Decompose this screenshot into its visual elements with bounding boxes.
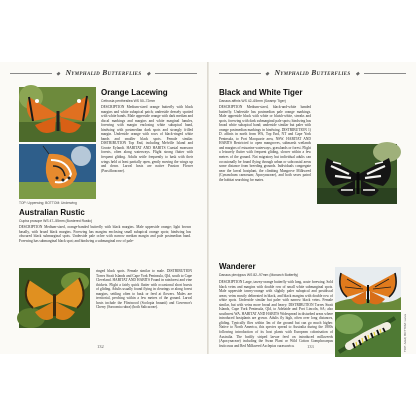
book-spread	[0, 62, 416, 354]
species-scientific-wanderer: Danaus plexippus WS 82–97mm (Monarch Butterfly)	[219, 273, 299, 277]
left-page	[0, 62, 207, 354]
left-page-header	[10, 68, 197, 78]
diamond-ornament-icon: ◆	[146, 72, 151, 77]
photo-wanderer-larva	[335, 312, 401, 357]
species-scientific-black-white-tiger: Danaus affinis WS 42–65mm (Swamp Tiger)	[219, 99, 286, 103]
species-title-wanderer: Wanderer	[219, 262, 256, 271]
header-rule-left	[10, 73, 52, 74]
species-description-australian-rustic: DESCRIPTION Medium-sized, orange-banded butterfly with black margins. Male upperside orange; light brown basally, with broad black margins. Forewing has margins enclosing small subapical orange spots; hindwing has obscured black submarginal spots. Underside pale ochre with narrow median margin and pale postmedian band. Forewing has submarginal black spot; and hindwing a submarginal row of pale-	[19, 225, 191, 243]
header-rule-left	[219, 73, 261, 74]
photo-orange-lacewing-upperwing	[19, 87, 96, 142]
right-page-header	[219, 68, 406, 78]
header-rule-right	[364, 73, 406, 74]
species-description-black-white-tiger: DESCRIPTION Medium-sized, black-and-white banded butterfly. Underside has postmedian pale orange markings. Male upperside black with white or bluish-white, streaks and spots, forewing with dark submarginal pale spots; hindwing has broad white subapical band; underside similar but paler with orange postmedian markings in hindwing. DISTRIBUTION 1) D. affinis in north from WA, Top End, NT and Cape York Peninsula, to Port Macquarie area, NSW. HABITAT AND HABITS Restricted to open mangroves, saltmarsh wetlands and margins of estuarine waterways, grasslands or forest. Flight a leisurely flutter with frequent gliding, slower within a few metres of the ground. Not migratory but individual adults can occasionally be found flying through urban or subcoastal areas some distance from breeding grounds. Individuals congregate near the larval hostplant, the climbing Mangrove Milkweed (Cynanchum carnosum; Apocynaceae), and both sexes patrol the habitat searching for mates.	[219, 105, 311, 182]
header-rule-right	[155, 73, 197, 74]
right-running-head: Nymphalid Butterflies	[274, 68, 351, 77]
species-title-black-white-tiger: Black and White Tiger	[219, 88, 303, 97]
species-scientific-australian-rustic: Cupha prosope WS 47–55mm (Bordered Rustic)	[19, 219, 93, 223]
diamond-ornament-icon: ◆	[355, 72, 360, 77]
species-title-australian-rustic: Australian Rustic	[19, 208, 85, 217]
species-description-orange-lacewing: DESCRIPTION Medium-sized orange butterfly with black margins and white subapical patch; underside densely spotted with white bands. Male upperside orange with dark median and discal markings and margins and white marginal lunules, forewing with margin enclosing white subapical band, hindwing with postmedian dark spots and strongly frilled margin. Underside orange with rows of black-ringed white bands and smaller black spots. Female similar. DISTRIBUTION Top End, including Melville Island and Groote Eylandt. HABITAT AND HABITS Coastal monsoon forests, often along waterways. Flight strong flutter with frequent gliding. Adults settle frequently to bask with their wings held at least partially open, gently moving the wings up and down. Larval hosts are native Passion Flower (Passifloraceae).	[101, 105, 193, 173]
photo-caption-lacewing: TOP: Upperwing; BOTTOM: Underwing	[19, 201, 77, 205]
photo-black-white-tiger	[317, 144, 397, 204]
page-number-right: 133	[307, 344, 314, 349]
diamond-ornament-icon: ◆	[56, 72, 61, 77]
right-page	[209, 62, 416, 354]
photo-wanderer-adult	[335, 267, 401, 310]
photo-caption-wanderer: TOP: Adult; BOTTOM: Larva	[403, 313, 407, 352]
species-title-orange-lacewing: Orange Lacewing	[101, 88, 168, 97]
diamond-ornament-icon: ◆	[265, 72, 270, 77]
photo-orange-lacewing-underwing	[19, 144, 96, 199]
species-scientific-orange-lacewing: Cethosia penthesilea WS 50–72mm	[101, 99, 156, 103]
page-number-left: 132	[97, 344, 104, 349]
species-description-australian-rustic-cont: ringed black spots. Female similar to male. DISTRIBUTION Torres Strait Islands and Cape York Peninsula, Qld, south to Cape Cleveland. HABITAT AND HABITS Found in rainforest and vine thickets. Flight a fairly quick flutter with occasional short bursts of gliding. Adults usually found flying in clearings or along forest margins, settling often to bask or feed at flowers. Males are territorial, perching within a few metres of the ground. Larval hosts include the Flintwood (Scolopia braunii) and Governor's Cherry (Sarcomia rubra) (both Salicaceae).	[96, 269, 192, 310]
species-description-wanderer: DESCRIPTION Large, tawny-orange butterfly with long, acute forewing. Sold black veins and margins with double row of small white submarginal spots. Male upperside tawny-orange with slightly paler subapical and postdiscal areas; veins mostly delineated in black, and black margins with double row of white spots. Underside similar but paler with narrow black veins. Female similar, but with veins more broad and heavy. DISTRIBUTION Torres Strait Islands, Cape York Peninsula, Qld, to Adelaide and Port Lincoln, SA; also southwest WA. HABITAT AND HABITS Widespread in disturbed areas where introduced hostplants are grown. Adults fly high, often over long distances, gliding. Typically flies within 3m of the ground but can go much higher. Native to North America, this species spread to Australia during the 1800s following introduction of its host plants with European colonisation of Australia. The bodily striped larvae feed on introduced milkweeds (Apocynaceae) including the Swan Plant or Wild Cotton Gomphocarpus fruticosus and Red Milkweed Asclepias curassavica.	[219, 280, 333, 348]
photo-australian-rustic	[19, 268, 90, 328]
left-running-head: Nymphalid Butterflies	[65, 68, 142, 77]
